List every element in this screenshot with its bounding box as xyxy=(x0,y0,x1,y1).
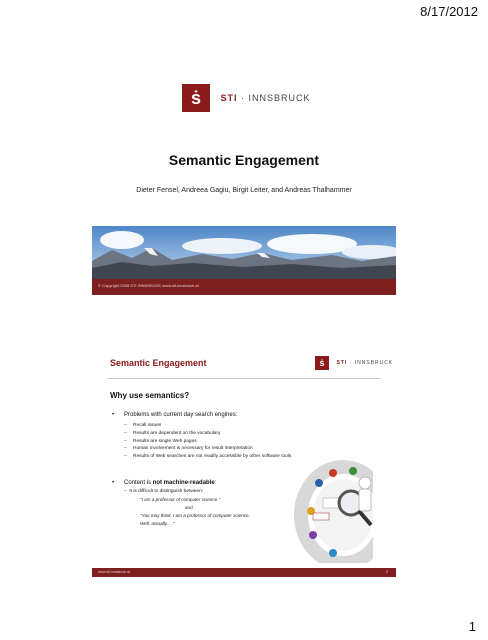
slide-title: Semantic Engagement xyxy=(110,358,207,368)
search-engines-wheel-illustration xyxy=(293,453,373,563)
sub-bullet-item: – Results of Web searches are not readily accessible by other software tools xyxy=(124,453,354,461)
quote-line: "I am a professor of computer science." xyxy=(140,497,221,502)
slide-authors: Dieter Fensel, Andreea Gagiu, Birgit Leiter, and Andreas Thalhammer xyxy=(136,187,352,194)
content-slide: Semantic Engagement ṡ STI · INNSBRUCK Why use semantics? • Problems with current day search engines: – Recall issues – Results are dependent on the vocabulary – Results are single Web pages – Human involvement is necessary for result interpretation – Results of Web searches are not readily accessible by other software tools • Content is not machine-readable: – It is difficult to distinguish between: "I am a professor of computer science." and "You may think, I am a professor of computer science. Well, actually. . ." www.sti-innsbruck.at 2 xyxy=(90,345,398,577)
sub-bullet-item: – Results are dependent on the vocabulary xyxy=(124,430,354,438)
sti-logo xyxy=(182,84,310,112)
quote-line: Well, actually. . ." xyxy=(140,521,175,526)
sub-bullet-item: – Results are single Web pages xyxy=(124,438,354,446)
slide-page-number: 2 xyxy=(386,570,388,574)
sti-logo-text: STI · INNSBRUCK xyxy=(336,359,394,366)
slide-heading: Why use semantics? xyxy=(110,391,190,400)
footer-copyright: © Copyright 2008 STI INNSBRUCK www.sti-innsbruck.at xyxy=(98,283,199,288)
footer-url: www.sti-innsbruck.at xyxy=(98,570,130,574)
quote-connector: and xyxy=(185,505,193,510)
slide-title: Semantic Engagement xyxy=(168,152,320,168)
sti-logo-icon: ṡ xyxy=(182,84,210,112)
print-date: 8/17/2012 xyxy=(420,4,478,19)
sub-bullet-item: – Human involvement is necessary for result interpretation xyxy=(124,445,354,453)
mountain-panorama-image xyxy=(92,226,396,279)
title-divider xyxy=(108,378,380,379)
page-number: 1 xyxy=(468,619,476,634)
quote-line: "You may think, I am a professor of computer science. xyxy=(140,513,250,518)
sub-bullet-item: – It is difficult to distinguish between: xyxy=(124,489,204,494)
sub-bullet-item: – Recall issues xyxy=(124,422,354,430)
sti-logo xyxy=(315,354,393,372)
slide-footer xyxy=(92,568,396,577)
sti-logo-text: STI · INNSBRUCK xyxy=(220,93,311,103)
title-slide xyxy=(90,70,398,298)
sti-logo-icon: ṡ xyxy=(315,356,329,370)
slide-footer xyxy=(92,279,396,295)
